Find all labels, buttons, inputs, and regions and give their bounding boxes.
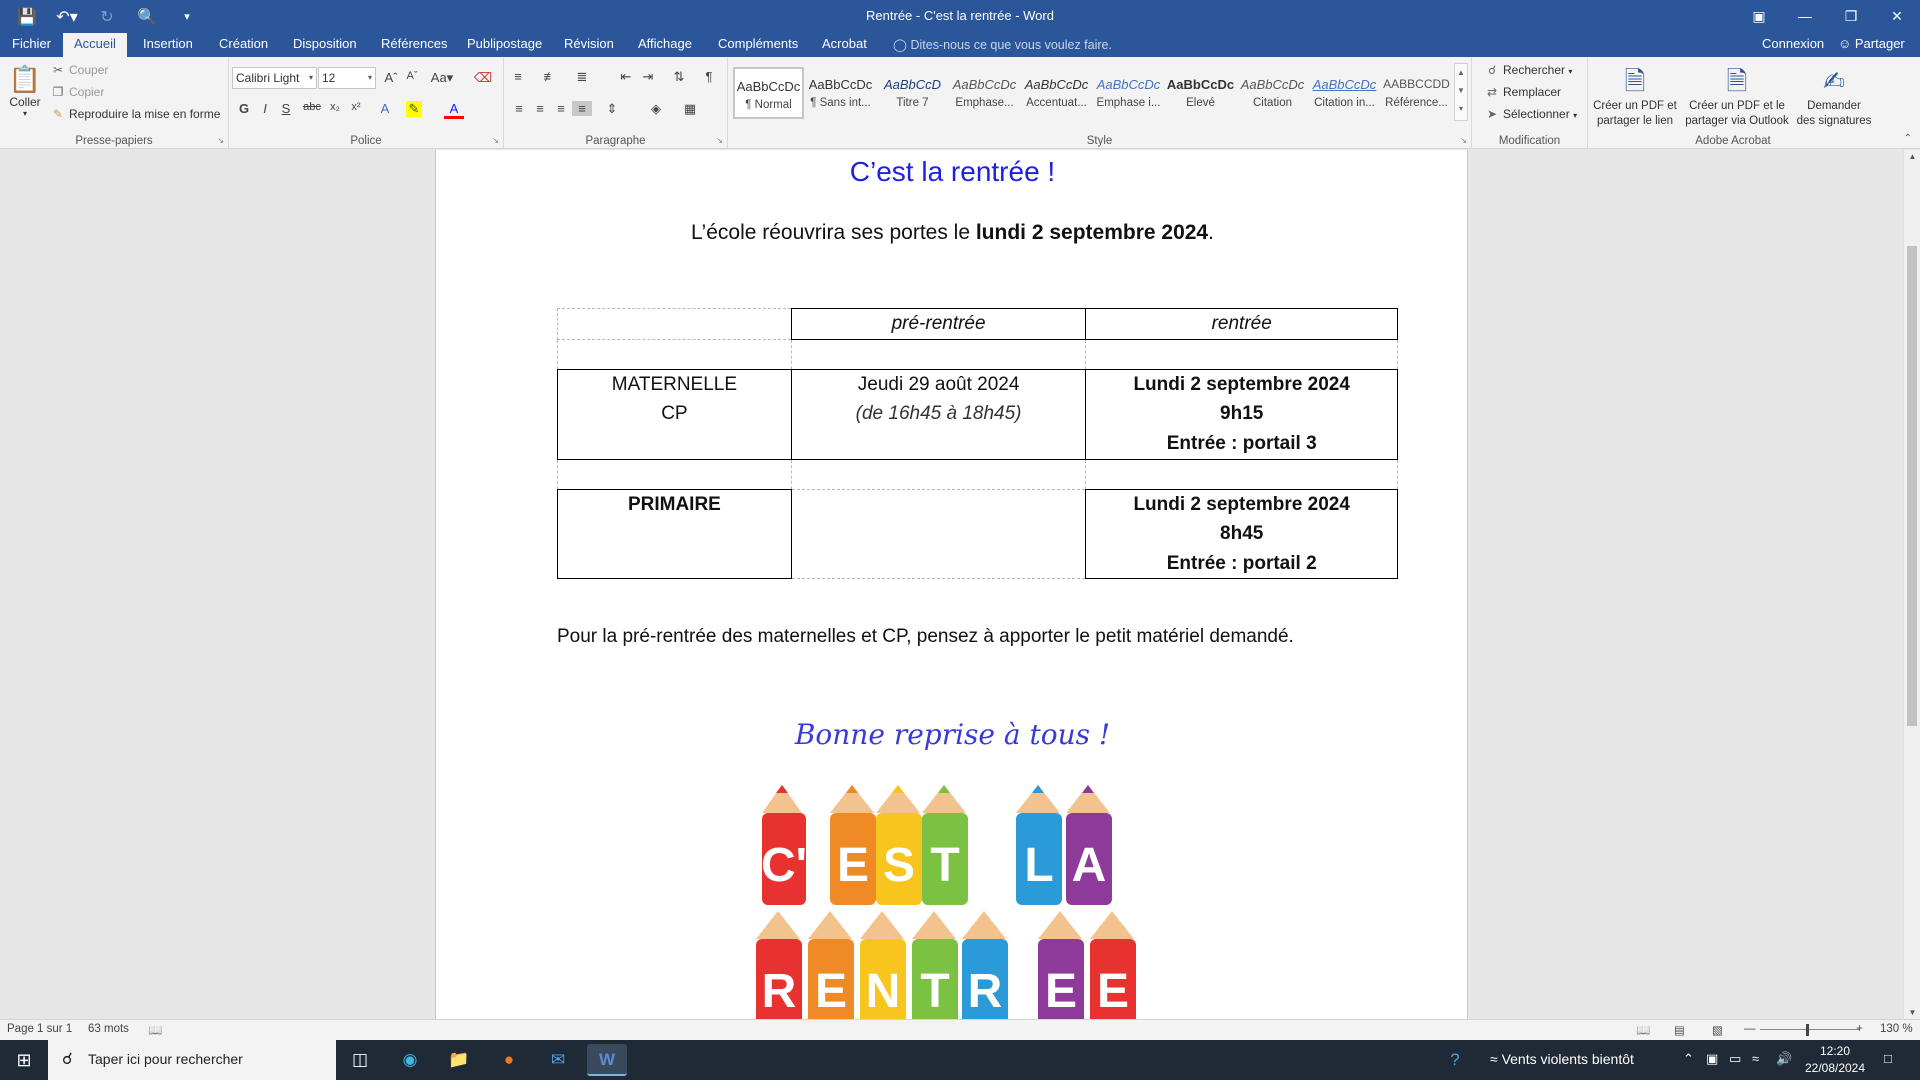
replace-label: Remplacer: [1503, 85, 1562, 99]
style-preview: AaBbCcDc: [952, 77, 1017, 92]
pre-rentree-date: Jeudi 29 août 2024: [857, 373, 1020, 395]
styles-group-label: Style: [1086, 135, 1113, 147]
pencil-letter: T: [930, 839, 960, 892]
editing-group-label: Modification: [1498, 135, 1561, 147]
pencil: [860, 911, 906, 1019]
chevron-down-icon: ▾: [22, 109, 27, 118]
rentree-gate: Entrée : portail 2: [1166, 552, 1317, 574]
table-cell-empty: [791, 339, 1086, 369]
align-left-icon[interactable]: ≡: [515, 101, 523, 116]
editing-group: [1472, 57, 1588, 149]
table-cell-empty: [558, 309, 792, 340]
edge-icon[interactable]: ◉: [402, 1050, 418, 1069]
pencil: [912, 911, 958, 1019]
clock-date: 22/08/2024: [1804, 1061, 1866, 1075]
level-label: MATERNELLE: [611, 373, 738, 395]
rentree-maternelle: [1086, 369, 1398, 459]
table-cell-empty: [791, 489, 1086, 579]
firefox-icon[interactable]: ●: [503, 1050, 515, 1069]
style-preview: AaBbCcDc: [736, 79, 801, 94]
zoom-slider-thumb[interactable]: [1806, 1024, 1809, 1036]
chevron-down-icon: ▾: [1568, 67, 1573, 76]
status-bar: [0, 1019, 1920, 1040]
shading-icon[interactable]: ◈: [651, 101, 661, 116]
table-row: [558, 489, 1398, 579]
table-cell-empty: [558, 459, 792, 489]
closing-line: Bonne reprise à tous !: [794, 718, 1111, 751]
pencil-letter: T: [920, 965, 950, 1018]
web-layout-icon[interactable]: ▧: [1712, 1025, 1723, 1037]
btn-label-line: Créer un PDF et: [1593, 100, 1677, 112]
pencil: [1066, 785, 1112, 905]
style-emphase-pale[interactable]: [949, 67, 1020, 119]
help-icon[interactable]: ?: [1450, 1050, 1460, 1069]
ribbon-tabs: [0, 33, 1920, 57]
header-rentree: rentrée: [1086, 309, 1398, 340]
table-row: [558, 369, 1398, 459]
intro-paragraph: [436, 221, 1469, 245]
style-preview: AABBCCDD: [1383, 77, 1450, 91]
style-preview: AaBbCcDc: [1240, 77, 1305, 92]
style-name: Titre 7: [896, 97, 929, 109]
italic-icon[interactable]: I: [263, 101, 267, 116]
battery-icon[interactable]: ▭: [1729, 1051, 1742, 1066]
find-button[interactable]: [1484, 63, 1572, 77]
lightbulb-icon: ◯: [893, 38, 911, 52]
tab-affichage[interactable]: Affichage: [638, 36, 692, 51]
wind-icon: ≈: [1490, 1051, 1502, 1067]
windows-taskbar: [0, 1040, 1920, 1080]
window-title: Rentrée - C'est la rentrée - Word: [866, 8, 1054, 23]
read-mode-icon[interactable]: 📖: [1636, 1025, 1651, 1037]
style-normal[interactable]: [733, 67, 804, 119]
pencil-row-bottom: [756, 911, 1136, 1019]
increase-indent-icon[interactable]: ⇥: [642, 69, 654, 84]
request-signatures-button[interactable]: [1791, 63, 1877, 129]
restore-icon[interactable]: ❐: [1844, 8, 1858, 24]
dialog-launcher-icon[interactable]: ↘: [716, 136, 723, 145]
intro-date: lundi 2 septembre 2024: [975, 221, 1209, 244]
create-pdf-outlook-button[interactable]: [1685, 63, 1789, 129]
pencil: [1038, 911, 1084, 1019]
clear-formatting-icon[interactable]: ⌫: [473, 70, 493, 85]
format-painter-label: Reproduire la mise en forme: [69, 107, 221, 121]
paragraph-group: [504, 57, 728, 149]
pencil: [808, 911, 854, 1019]
pencil-letter: E: [814, 965, 848, 1018]
cursor-icon: ➤: [1486, 107, 1498, 121]
pencil-letter: A: [1071, 839, 1107, 892]
window-controls: [1736, 0, 1920, 33]
style-preview: AaBbCcDc: [808, 77, 873, 92]
style-preview: AaBbCcDc: [1096, 77, 1161, 92]
pencil-letter: R: [967, 965, 1003, 1018]
note-paragraph: Pour la pré-rentrée des maternelles et CP, pensez à apporter le petit matériel demandé.: [557, 626, 1294, 647]
pencil: [962, 911, 1008, 1019]
create-pdf-share-link-button[interactable]: [1588, 63, 1682, 129]
intro-punct: .: [1208, 221, 1214, 244]
level-maternelle-cp: [558, 369, 792, 459]
numbering-icon[interactable]: ≢: [543, 69, 557, 84]
font-group: [229, 57, 504, 149]
pencil: [761, 785, 807, 905]
style-name: Accentuat...: [1026, 97, 1087, 109]
search-icon: ☌: [1487, 63, 1497, 77]
style-name: ¶ Normal: [745, 99, 792, 111]
style-preview: AaBbCcDc: [1166, 77, 1235, 92]
style-name: Emphase i...: [1096, 97, 1161, 109]
style-titre-7[interactable]: [877, 67, 948, 119]
search-placeholder: Taper ici pour rechercher: [88, 1051, 243, 1067]
dialog-launcher-icon[interactable]: ↘: [492, 136, 499, 145]
tab-accueil[interactable]: Accueil: [63, 33, 127, 57]
format-painter-button[interactable]: [50, 107, 220, 121]
word-count[interactable]: 63 mots: [88, 1023, 129, 1035]
scroll-down-icon[interactable]: ▼: [1908, 1008, 1917, 1017]
table-cell-empty: [558, 339, 792, 369]
styles-group: [728, 57, 1472, 149]
pencil-letter: E: [836, 839, 870, 892]
rentree-date: Lundi 2 septembre 2024: [1133, 493, 1350, 515]
font-name-select[interactable]: [232, 67, 317, 89]
pencil: [830, 785, 876, 905]
style-preview: AaBbCcDc: [1024, 77, 1089, 92]
rentree-time: 8h45: [1220, 523, 1264, 544]
signature-icon: ✍: [1823, 66, 1845, 96]
cest-la-rentree-image[interactable]: [756, 781, 1156, 1019]
scrollbar-thumb[interactable]: [1907, 246, 1917, 726]
rentree-gate: Entrée : portail 3: [1166, 432, 1317, 454]
intro-text: L’école réouvrira ses portes le: [691, 221, 976, 244]
file-explorer-icon[interactable]: 📁: [448, 1050, 470, 1069]
acrobat-group-label: Adobe Acrobat: [1695, 135, 1771, 147]
align-right-icon[interactable]: ≡: [557, 101, 565, 116]
save-icon[interactable]: 💾: [17, 8, 37, 26]
style-name: Citation in...: [1314, 97, 1375, 109]
taskbar-search[interactable]: [48, 1040, 336, 1080]
pencil-letter: N: [865, 965, 901, 1018]
page-count[interactable]: Page 1 sur 1: [7, 1023, 73, 1035]
style-accentuation[interactable]: [1021, 67, 1092, 119]
font-group-label: Police: [350, 135, 382, 147]
thunderbird-icon[interactable]: ✉: [550, 1050, 566, 1069]
font-color-icon[interactable]: A: [444, 101, 464, 119]
bold-icon[interactable]: G: [238, 101, 250, 116]
pencils-illustration: [756, 781, 1156, 1019]
pencil-letter: R: [761, 965, 797, 1018]
vertical-scrollbar[interactable]: [1903, 150, 1920, 1019]
tab-revision[interactable]: Révision: [564, 36, 614, 51]
paste-label: Coller: [9, 95, 41, 109]
tab-disposition[interactable]: Disposition: [293, 36, 357, 51]
volume-icon[interactable]: 🔊: [1776, 1051, 1793, 1066]
select-button[interactable]: [1484, 107, 1577, 121]
meet-now-icon[interactable]: ▣: [1706, 1051, 1719, 1066]
btn-label-line: Créer un PDF et le: [1689, 100, 1785, 112]
tab-complements[interactable]: Compléments: [718, 36, 799, 51]
clipboard-group-label: Presse-papiers: [75, 135, 153, 147]
table-row: [558, 309, 1398, 340]
table-row: [558, 339, 1398, 369]
windows-start-icon[interactable]: ⊞: [16, 1050, 32, 1070]
table-cell-empty: [1086, 459, 1398, 489]
pre-rentree-maternelle: [791, 369, 1086, 459]
shrink-font-icon[interactable]: Aˇ: [406, 70, 418, 82]
styles-gallery-scroll[interactable]: ▲ ▼ ▾: [1454, 63, 1468, 121]
wifi-icon[interactable]: ≈: [1752, 1051, 1760, 1066]
document-title: C’est la rentrée !: [849, 156, 1056, 187]
borders-icon[interactable]: ▦: [683, 101, 697, 116]
style-name: Référence...: [1385, 97, 1448, 109]
style-name: Citation: [1253, 97, 1292, 109]
pilcrow-icon[interactable]: ¶: [705, 69, 713, 84]
pencil-letter: E: [1044, 965, 1078, 1018]
style-eleve[interactable]: [1165, 67, 1236, 119]
scissors-icon: ✂: [52, 63, 64, 77]
cut-label: Couper: [69, 63, 109, 77]
decrease-indent-icon[interactable]: ⇤: [620, 69, 632, 84]
copy-label: Copier: [69, 85, 105, 99]
superscript-icon[interactable]: x²: [351, 101, 361, 113]
rentree-date: Lundi 2 septembre 2024: [1133, 373, 1350, 395]
print-preview-icon[interactable]: 🔍: [137, 8, 157, 26]
signin-link[interactable]: Connexion: [1762, 36, 1825, 51]
clock-time: 12:20: [1819, 1044, 1851, 1058]
style-citation-intense[interactable]: [1309, 67, 1380, 119]
task-view-icon[interactable]: ◫: [351, 1050, 369, 1069]
document-area: [0, 150, 1903, 1019]
header-pre-rentree: pré-rentrée: [791, 309, 1086, 340]
paragraph-group-label: Paragraphe: [585, 135, 646, 147]
word-taskbar-icon[interactable]: W: [587, 1044, 627, 1076]
search-icon: ☌: [62, 1051, 73, 1068]
title-bar: [0, 0, 1920, 33]
style-preview: AaBbCcDc: [1312, 77, 1377, 92]
style-name: ¶ Sans int...: [810, 97, 871, 109]
schedule-table: [557, 308, 1398, 579]
style-reference[interactable]: [1381, 67, 1452, 119]
highlight-icon[interactable]: ✎: [406, 101, 422, 117]
table-row: [558, 459, 1398, 489]
chevron-down-icon: ▾: [367, 73, 372, 82]
weather-text: Vents violents bientôt: [1501, 1051, 1634, 1067]
tell-me-text: Dites-nous ce que vous voulez faire.: [910, 38, 1112, 52]
grow-font-icon[interactable]: Aˆ: [384, 70, 398, 85]
tell-me-box[interactable]: [893, 37, 1112, 52]
pencil: [876, 785, 922, 905]
tab-insertion[interactable]: Insertion: [143, 36, 193, 51]
style-preview: AaBbCcD: [883, 77, 942, 92]
font-name-value: Calibri Light: [236, 71, 300, 85]
cut-button[interactable]: [50, 63, 108, 77]
select-label: Sélectionner: [1503, 107, 1570, 121]
paintbrush-icon: ✎: [52, 107, 64, 121]
style-name: Élevé: [1186, 97, 1215, 109]
customize-qat-icon[interactable]: ▾: [184, 11, 190, 23]
tab-references[interactable]: Références: [381, 36, 448, 51]
justify-icon[interactable]: ≡: [572, 101, 592, 116]
minimize-icon[interactable]: —: [1798, 8, 1812, 24]
ribbon-options-icon[interactable]: ▣: [1752, 8, 1766, 24]
btn-label-line: des signatures: [1796, 115, 1872, 127]
chevron-down-icon: ▾: [308, 73, 313, 82]
copy-button[interactable]: [50, 85, 104, 99]
copy-icon: ❐: [52, 85, 64, 99]
pre-rentree-time: (de 16h45 à 18h45): [855, 403, 1022, 424]
redo-icon[interactable]: ↻: [100, 8, 114, 26]
strikethrough-icon[interactable]: abc: [303, 101, 321, 113]
btn-label-line: partager le lien: [1596, 115, 1674, 127]
scroll-up-icon[interactable]: ▲: [1908, 152, 1917, 161]
clipboard-group: [0, 57, 229, 149]
pencil: [1016, 785, 1062, 905]
acrobat-group: [1588, 57, 1878, 149]
zoom-level[interactable]: 130 %: [1880, 1023, 1913, 1035]
zoom-out-icon[interactable]: —: [1744, 1023, 1756, 1035]
change-case-icon[interactable]: Aa▾: [430, 70, 454, 85]
ribbon: [0, 57, 1920, 149]
btn-label-line: Demander: [1807, 100, 1861, 112]
sort-icon[interactable]: ⇅: [673, 69, 685, 84]
pencil-row-top: [761, 785, 1112, 905]
tab-fichier[interactable]: Fichier: [12, 36, 52, 51]
rentree-time: 9h15: [1220, 403, 1264, 424]
underline-icon[interactable]: S: [281, 101, 291, 116]
btn-label-line: partager via Outlook: [1685, 115, 1789, 127]
bullets-icon[interactable]: ≡: [514, 69, 522, 84]
pencil: [756, 911, 802, 1019]
pencil-letter: C': [760, 839, 808, 892]
line-spacing-icon[interactable]: ⇕: [606, 101, 618, 116]
pencil: [922, 785, 968, 905]
pencil-letter: E: [1096, 965, 1130, 1018]
rentree-primaire: [1086, 489, 1398, 579]
document-page[interactable]: [435, 150, 1468, 1019]
collapse-ribbon-icon[interactable]: ⌃: [1903, 133, 1912, 144]
font-size-select[interactable]: [318, 67, 376, 89]
dialog-launcher-icon[interactable]: ↘: [217, 136, 224, 145]
share-label: Partager: [1854, 36, 1905, 51]
style-citation[interactable]: [1237, 67, 1308, 119]
clipboard-icon: 📋: [8, 64, 42, 94]
replace-button[interactable]: [1484, 85, 1561, 99]
dialog-launcher-icon[interactable]: ↘: [1460, 136, 1467, 145]
text-effects-icon[interactable]: A: [380, 101, 390, 116]
tab-publipostage[interactable]: Publipostage: [467, 36, 543, 51]
multilevel-list-icon[interactable]: ≣: [576, 69, 588, 84]
font-size-value: 12: [322, 71, 336, 85]
proofing-icon[interactable]: 📖: [148, 1025, 163, 1037]
notifications-icon[interactable]: □: [1884, 1051, 1892, 1066]
style-sans-interligne[interactable]: [805, 67, 876, 119]
table-cell-empty: [1086, 339, 1398, 369]
person-icon: ☺: [1838, 36, 1855, 51]
pencil-letter: S: [882, 839, 916, 892]
style-emphase-intense[interactable]: [1093, 67, 1164, 119]
find-label: Rechercher: [1503, 63, 1566, 77]
weather-widget[interactable]: [1490, 1051, 1634, 1067]
level-primaire: PRIMAIRE: [558, 489, 792, 579]
pdf-mail-icon: 🗎: [1726, 66, 1748, 96]
style-name: Emphase...: [955, 97, 1014, 109]
zoom-in-icon[interactable]: +: [1856, 1023, 1863, 1035]
tray-chevron-icon[interactable]: ⌃: [1683, 1051, 1694, 1066]
subscript-icon[interactable]: x₂: [330, 101, 340, 113]
chevron-down-icon: ▾: [1573, 111, 1578, 120]
replace-icon: ⇄: [1486, 85, 1498, 99]
pdf-link-icon: 🗎: [1624, 66, 1646, 96]
table-cell-empty: [791, 459, 1086, 489]
print-layout-icon[interactable]: ▤: [1674, 1025, 1685, 1037]
taskbar-clock[interactable]: [1800, 1043, 1870, 1077]
pencil-letter: L: [1024, 839, 1054, 892]
paste-button[interactable]: [8, 63, 42, 118]
undo-icon[interactable]: ↶▾: [56, 8, 78, 26]
close-icon[interactable]: ✕: [1891, 8, 1903, 24]
tab-creation[interactable]: Création: [219, 36, 269, 51]
tab-acrobat[interactable]: Acrobat: [822, 36, 867, 51]
level-label: CP: [661, 403, 688, 424]
share-button[interactable]: [1838, 36, 1905, 51]
zoom-slider-track[interactable]: [1760, 1029, 1860, 1030]
align-center-icon[interactable]: ≡: [536, 101, 544, 116]
pencil: [1090, 911, 1136, 1019]
